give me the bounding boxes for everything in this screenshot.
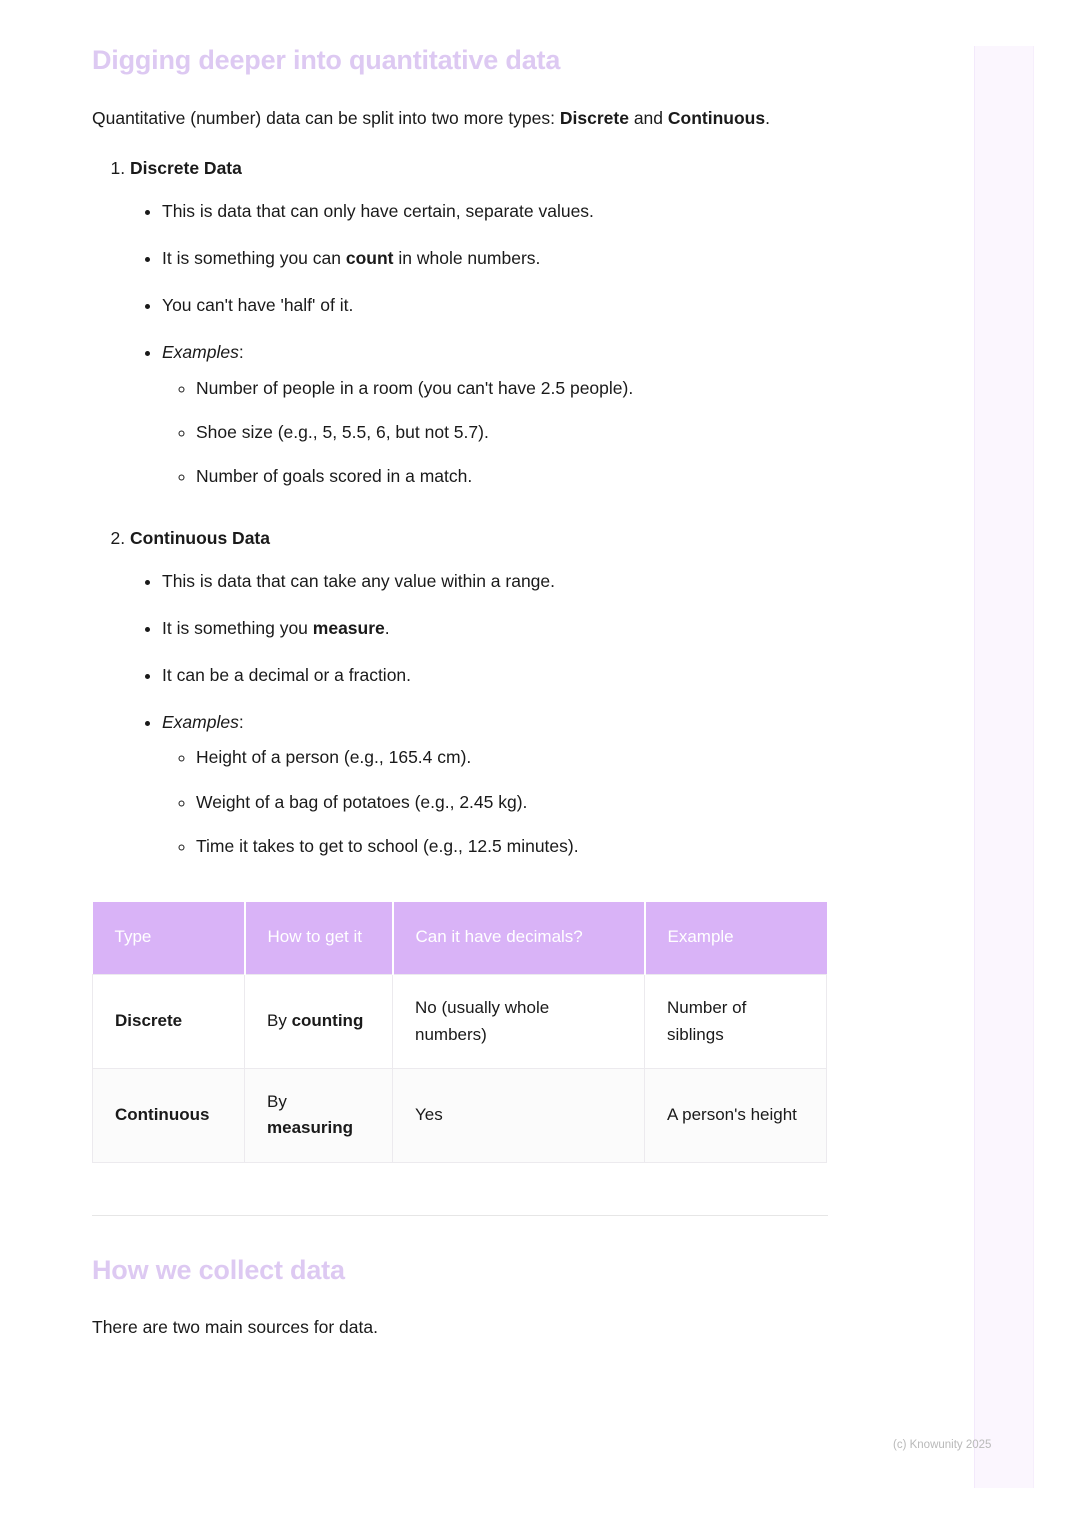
intro-paragraph — [92, 104, 828, 132]
cell-type: Continuous — [93, 1068, 245, 1162]
bullet-text-before: It can be a decimal or a fraction. — [162, 665, 412, 686]
list-item-discrete-data — [130, 154, 828, 490]
list-item-title: Continuous Data — [130, 527, 270, 548]
bullet-text-before: It is something you can — [162, 248, 346, 269]
list-item — [162, 615, 828, 642]
cell-how — [245, 1068, 393, 1162]
list-item: ◦ Time it takes to get to school (e.g., 12.5 minutes). — [196, 833, 828, 860]
list-item: ◦ Height of a person (e.g., 165.4 cm). — [196, 744, 828, 771]
discrete-examples-list — [162, 375, 828, 490]
data-types-list — [92, 154, 828, 860]
cell-decimals: No (usually whole numbers) — [393, 975, 645, 1069]
list-item — [162, 292, 828, 319]
section-divider — [92, 1215, 828, 1216]
list-item: ◦ Weight of a bag of potatoes (e.g., 2.45 kg). — [196, 789, 828, 816]
bullet-bold: measure — [312, 618, 385, 639]
continuous-examples-list — [162, 744, 828, 859]
list-item-examples — [162, 709, 828, 860]
list-item: ◦ Shoe size (e.g., 5, 5.5, 6, but not 5.7). — [196, 419, 828, 446]
bullet-text-before: You can't have 'half' of it. — [162, 295, 354, 316]
copyright-footer: (c) Knowunity 2025 — [893, 1439, 992, 1451]
examples-label: Examples — [162, 342, 239, 363]
discrete-bullet-list — [130, 198, 828, 490]
intro-bold-discrete: Discrete — [559, 107, 629, 128]
cell-how — [245, 975, 393, 1069]
intro-bold-continuous: Continuous — [667, 107, 766, 128]
list-item: ◦ Number of people in a room (you can't have 2.5 people). — [196, 375, 828, 402]
list-item — [162, 198, 828, 225]
list-item-title: Discrete Data — [130, 158, 242, 179]
list-item: ◦ Number of goals scored in a match. — [196, 463, 828, 490]
table-header-how-to-get-it: How to get it — [245, 902, 393, 975]
cell-how-prefix: By — [267, 1091, 287, 1111]
collect-data-paragraph: There are two main sources for data. — [92, 1317, 378, 1338]
list-item-continuous-data — [130, 524, 828, 860]
bullet-text-before: It is something you — [162, 618, 313, 639]
table-header-example: Example — [645, 902, 827, 975]
document-content — [92, 44, 828, 1341]
bullet-bold: count — [345, 248, 394, 269]
intro-text-3: . — [765, 107, 770, 128]
table-header-type: Type — [93, 902, 245, 975]
list-item — [162, 245, 828, 272]
list-spacer — [130, 496, 828, 524]
examples-colon: : — [238, 342, 244, 363]
section-heading-quantitative: Digging deeper into quantitative data — [92, 45, 561, 75]
bullet-text-after: in whole numbers. — [393, 248, 541, 269]
cell-example: Number of siblings — [645, 975, 827, 1069]
list-item — [162, 662, 828, 689]
bullet-text-before: This is data that can only have certain, separate values. — [162, 201, 594, 222]
cell-how-bold: counting — [291, 1011, 364, 1031]
table-header-row — [93, 902, 827, 975]
examples-colon: : — [238, 712, 244, 733]
intro-text-2: and — [628, 107, 668, 128]
list-item — [162, 568, 828, 595]
intro-text-1: Quantitative (number) data can be split into two more types: — [92, 107, 560, 128]
bullet-text-after: . — [384, 618, 390, 639]
table-header-decimals: Can it have decimals? — [393, 902, 645, 975]
cell-how-prefix: By — [267, 1011, 292, 1031]
table-row — [93, 975, 827, 1069]
continuous-bullet-list — [130, 568, 828, 860]
cell-decimals: Yes — [393, 1068, 645, 1162]
list-item-examples — [162, 339, 828, 490]
examples-label: Examples — [162, 712, 239, 733]
page-side-band — [974, 46, 1034, 1488]
table-row — [93, 1068, 827, 1162]
cell-example: A person's height — [645, 1068, 827, 1162]
section-heading-collect-data: How we collect data — [92, 1254, 345, 1285]
cell-type: Discrete — [93, 975, 245, 1069]
bullet-text-before: This is data that can take any value within a range. — [162, 570, 556, 591]
cell-how-bold: measuring — [267, 1118, 353, 1138]
comparison-table — [92, 902, 827, 1163]
